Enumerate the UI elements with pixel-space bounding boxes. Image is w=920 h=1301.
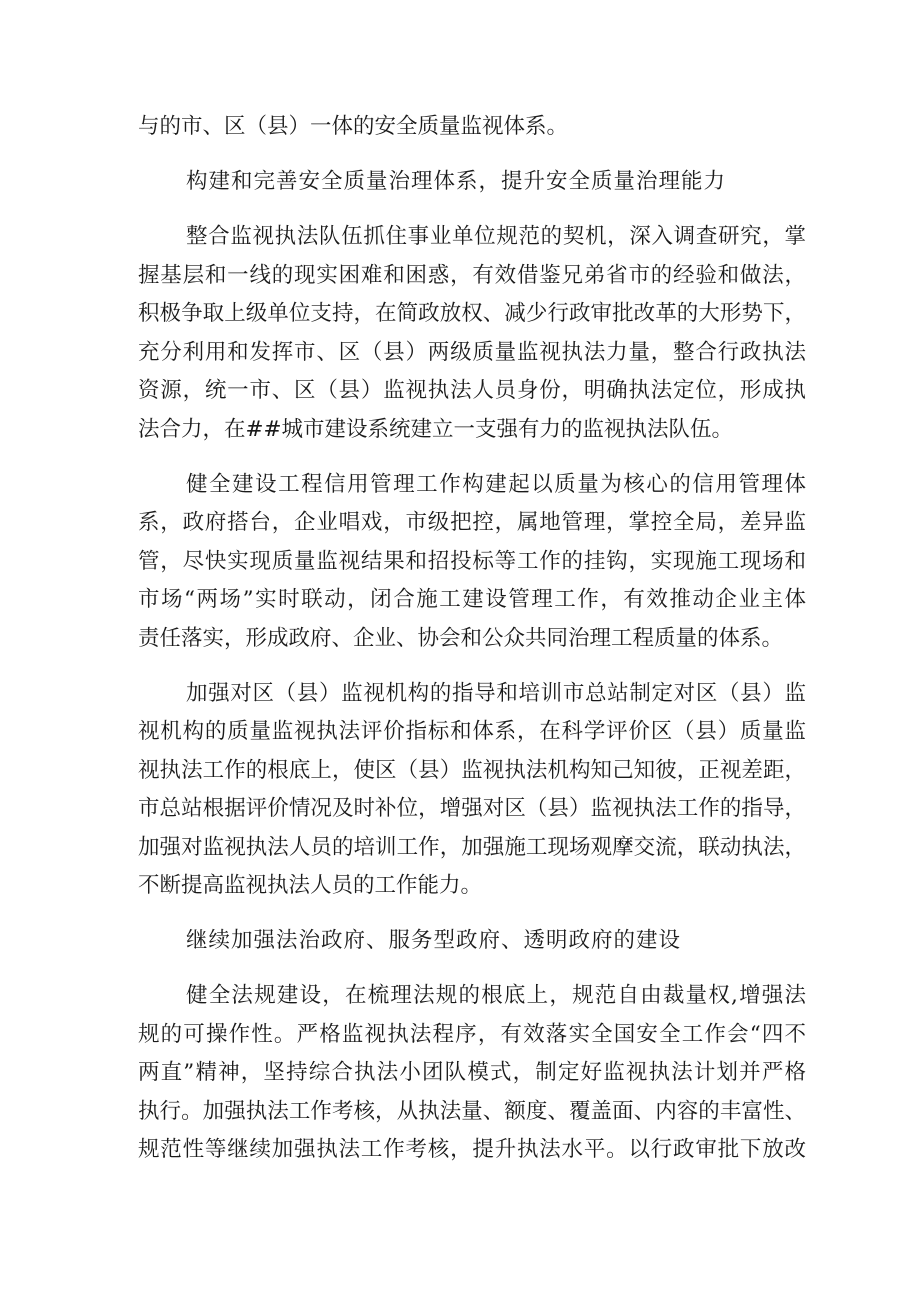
- document-page: [138, 108, 806, 1170]
- text-line: 视执法工作的根底上，使区（县）监视执法机构知己知彼，正视差距，: [138, 757, 806, 783]
- text-line: 健全法规建设，在梳理法规的根底上，规范自由裁量权,增强法: [186, 983, 806, 1008]
- text-line: 健全建设工程信用管理工作构建起以质量为核心的信用管理体: [186, 471, 806, 497]
- text-line: 管，尽快实现质量监视结果和招投标等工作的挂钩，实现施工现场和: [138, 548, 806, 574]
- section-heading: [138, 922, 806, 961]
- text-line: 加强对监视执法人员的培训工作，加强施工现场观摩交流，联动执法，: [138, 834, 806, 860]
- body-paragraph: [138, 218, 806, 449]
- text-line: 握基层和一线的现实困难和困惑，有效借鉴兄弟省市的经验和做法，: [138, 262, 806, 288]
- text-line: 资源，统一市、区（县）监视执法人员身份，明确执法定位，形成执: [138, 378, 806, 403]
- text-line: 两直”精神，坚持综合执法小团队模式，制定好监视执法计划并严格: [138, 1060, 806, 1085]
- heading-text: 继续加强法治政府、服务型政府、透明政府的建设: [186, 928, 682, 953]
- text-line: 整合监视执法队伍抓住事业单位规范的契机，深入调查研究，掌: [186, 224, 806, 249]
- text-line: 规范性等继续加强执法工作考核，提升执法水平。以行政审批下放改: [138, 1137, 806, 1162]
- text-line: 加强对区（县）监视机构的指导和培训市总站制定对区（县）监: [186, 680, 806, 706]
- body-paragraph: [138, 675, 806, 906]
- section-heading: [138, 163, 806, 202]
- text-line: 系，政府搭台，企业唱戏，市级把控，属地管理，掌控全局，差异监: [138, 510, 806, 535]
- text-line: 法合力，在##城市建设系统建立一支强有力的监视执法队伍。: [138, 416, 734, 442]
- body-paragraph: [138, 466, 806, 659]
- heading-text: 构建和完善安全质量治理体系，提升安全质量治理能力: [186, 169, 727, 194]
- text-line: 不断提高监视执法人员的工作能力。: [138, 873, 483, 898]
- text-line: 积极争取上级单位支持，在简政放权、减少行政审批改革的大形势下，: [138, 301, 806, 326]
- text-line: 视机构的质量监视执法评价指标和体系，在科学评价区（县）质量监: [138, 719, 806, 744]
- text-line: 执行。加强执法工作考核，从执法量、额度、覆盖面、内容的丰富性、: [138, 1098, 806, 1124]
- body-paragraph: [138, 977, 806, 1170]
- text-line: 市总站根据评价情况及时补位，增强对区（县）监视执法工作的指导，: [138, 796, 806, 821]
- text-line: 充分利用和发挥市、区（县）两级质量监视执法力量，整合行政执法: [138, 339, 806, 365]
- text-line: 规的可操作性。严格监视执法程序，有效落实全国安全工作会“四不: [138, 1021, 806, 1047]
- paragraph-continuation: [138, 108, 806, 147]
- text-line: 市场“两场”实时联动，闭合施工建设管理工作，有效推动企业主体: [138, 587, 806, 612]
- text-line: 责任落实，形成政府、企业、协会和公众共同治理工程质量的体系。: [138, 625, 784, 651]
- text-line: 与的市、区（县）一体的安全质量监视体系。: [138, 114, 569, 139]
